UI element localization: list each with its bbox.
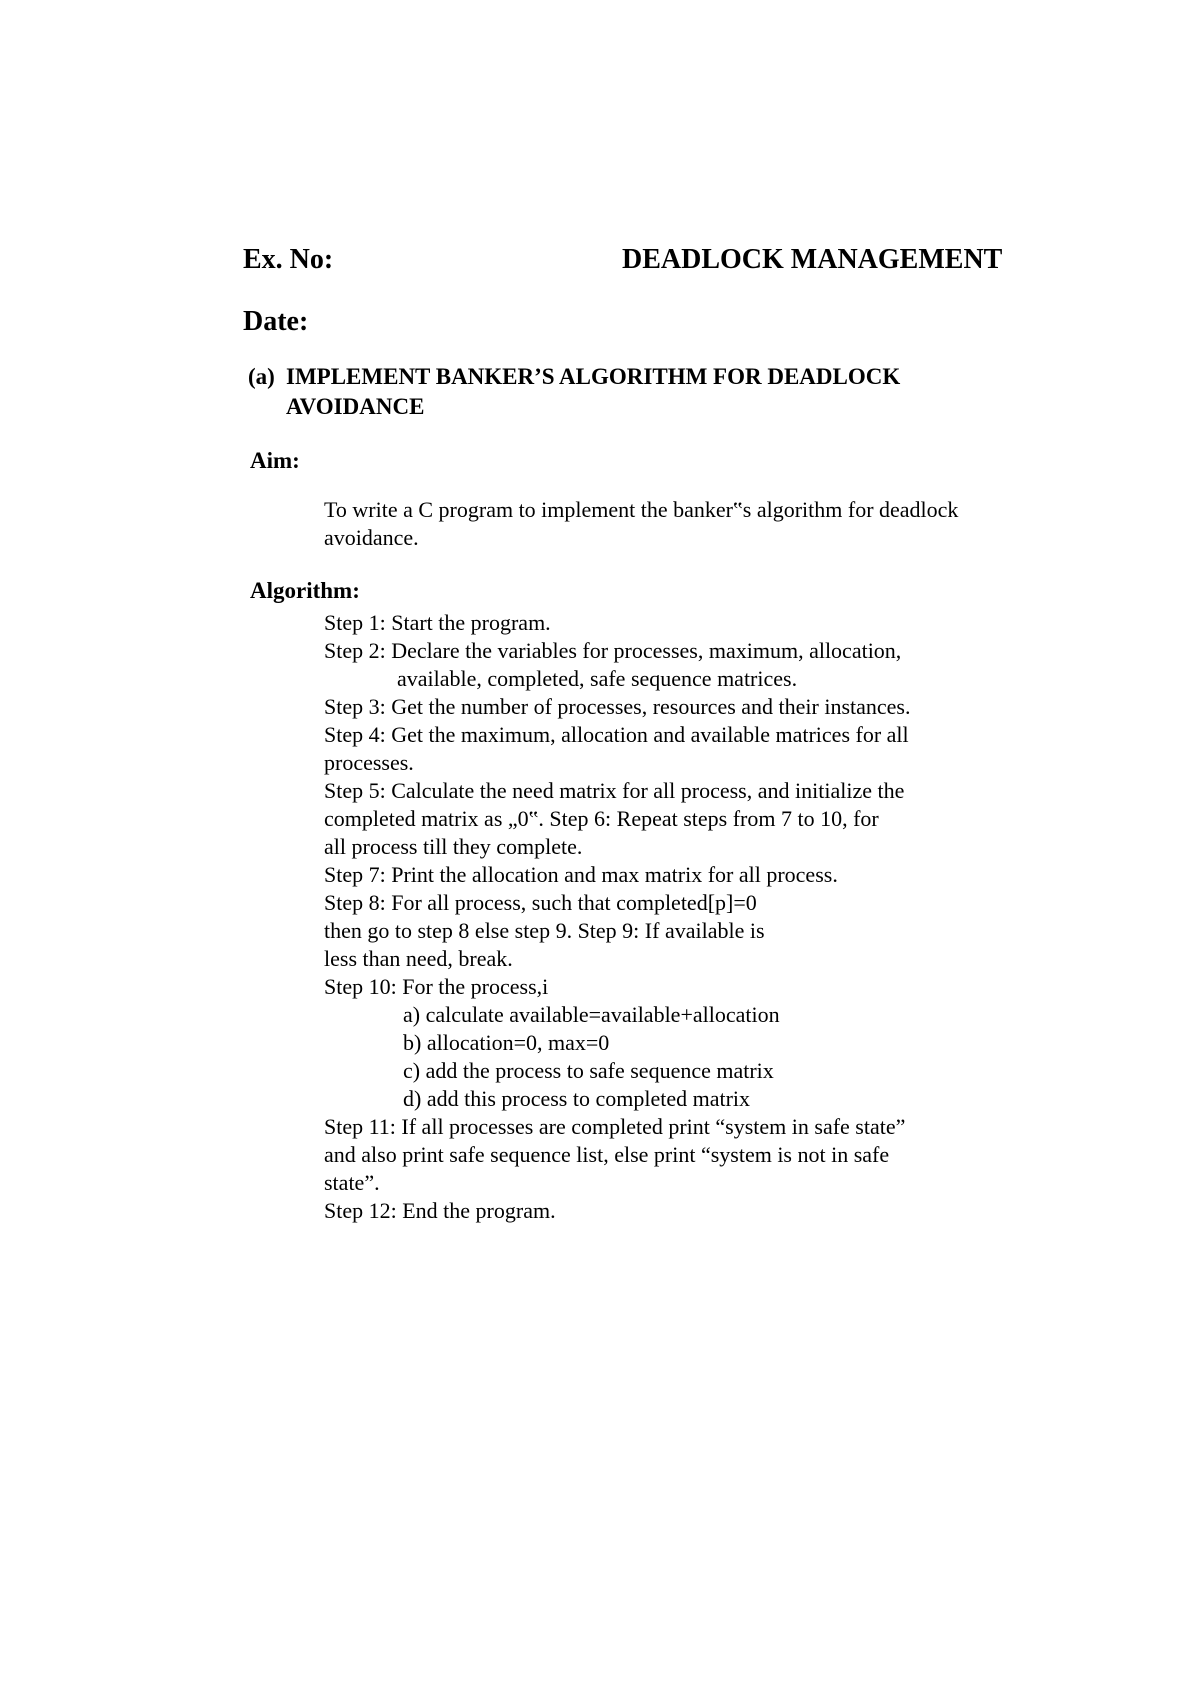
date-label: Date: bbox=[243, 306, 309, 337]
algorithm-line: then go to step 8 else step 9. Step 9: If available is bbox=[324, 918, 765, 943]
algorithm-line: Step 1: Start the program. bbox=[324, 610, 551, 635]
algorithm-line: less than need, break. bbox=[324, 946, 513, 971]
section-title-line-2: AVOIDANCE bbox=[286, 394, 425, 419]
algorithm-line: available, completed, safe sequence matrices. bbox=[397, 666, 798, 691]
algorithm-line: c) add the process to safe sequence matrix bbox=[403, 1058, 774, 1083]
algorithm-line: Step 10: For the process,i bbox=[324, 974, 549, 999]
algorithm-line: Step 5: Calculate the need matrix for all process, and initialize the bbox=[324, 778, 905, 803]
algorithm-line: Step 8: For all process, such that completed[p]=0 bbox=[324, 890, 757, 915]
ex-no-label: Ex. No: bbox=[243, 244, 334, 275]
section-prefix: (a) bbox=[248, 364, 275, 389]
algorithm-line: b) allocation=0, max=0 bbox=[403, 1030, 610, 1055]
algorithm-line: Step 7: Print the allocation and max matrix for all process. bbox=[324, 862, 838, 887]
aim-text-line-2: avoidance. bbox=[324, 525, 419, 550]
aim-label: Aim: bbox=[250, 448, 300, 473]
algorithm-line: Step 11: If all processes are completed print “system in safe state” bbox=[324, 1114, 906, 1139]
algorithm-line: Step 2: Declare the variables for processes, maximum, allocation, bbox=[324, 638, 902, 663]
page-title: DEADLOCK MANAGEMENT bbox=[622, 244, 1003, 275]
algorithm-line: Step 4: Get the maximum, allocation and available matrices for all bbox=[324, 722, 909, 747]
algorithm-line: a) calculate available=available+allocation bbox=[403, 1002, 780, 1027]
algorithm-line: d) add this process to completed matrix bbox=[403, 1086, 751, 1111]
algorithm-label: Algorithm: bbox=[250, 578, 360, 603]
aim-text-line-1: To write a C program to implement the banker‟s algorithm for deadlock bbox=[324, 497, 959, 522]
section-title-line-1: IMPLEMENT BANKER’S ALGORITHM FOR DEADLOCK bbox=[286, 364, 901, 389]
algorithm-line: completed matrix as „0‟. Step 6: Repeat steps from 7 to 10, for bbox=[324, 806, 879, 831]
algorithm-line: processes. bbox=[324, 750, 414, 775]
algorithm-line: Step 3: Get the number of processes, resources and their instances. bbox=[324, 694, 911, 719]
algorithm-line: all process till they complete. bbox=[324, 834, 583, 859]
algorithm-line: state”. bbox=[324, 1170, 380, 1195]
algorithm-line: Step 12: End the program. bbox=[324, 1198, 556, 1223]
algorithm-line: and also print safe sequence list, else print “system is not in safe bbox=[324, 1142, 890, 1167]
